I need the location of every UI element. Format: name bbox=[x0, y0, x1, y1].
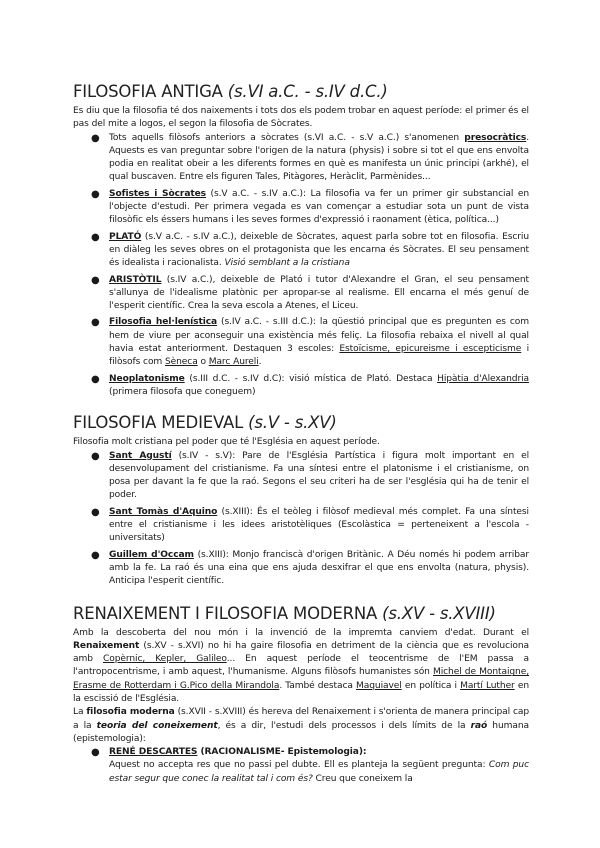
moderna-list bbox=[73, 746, 529, 786]
bullet-icon: ● bbox=[91, 132, 100, 144]
list-item-sofistes: ● Sofistes i Sòcrates (s.V a.C. - s.IV a.C.): La filosofia va fer un primer gir substancial en l'objecte d'estudi. Per primera vegada es van començar a estudiar sota un punt de vista filosòfic els éssers humans i les seves formes d'expressió i raonament (ètica, política...) bbox=[91, 188, 529, 226]
bullet-icon: ● bbox=[91, 450, 100, 462]
section-title-medieval: FILOSOFIA MEDIEVAL (s.V - s.XV) bbox=[73, 413, 337, 433]
list-item-sant-agusti: ● Sant Agustí (s.IV - s.V): Pare de l'Església Partística i figura molt important en el desenvolupament del cristianisme. Fa una síntesi entre el platonisme i el cristianisme, on posa per davant la fe que la raó. Segons el seu criteri ha de ser l'església qui ha de tenir el poder. bbox=[91, 450, 529, 501]
list-item-descartes: ● RENÉ DESCARTES (RACIONALISME- Epistemologia): Aquest no accepta res que no passi pel dubte. Ell es planteja la següent pregunta: Com puc estar segur que conec la realitat tal i com és? Creu que coneixem la bbox=[91, 747, 530, 784]
section-title-antiga: FILOSOFIA ANTIGA (s.VI a.C. - s.IV d.C.) bbox=[73, 82, 388, 101]
link-hipatia[interactable]: Hipàtia d'Alexandria bbox=[437, 373, 529, 384]
list-item-sant-tomas: ● Sant Tomàs d'Aquino (s.XIII): És el teòleg i filòsof medieval més complet. Fa una síntesi entre el cristianisme i les idees aristotèliques (Escolàstica = perteneixent a l'escola - universitats) bbox=[91, 506, 529, 544]
link-seneca[interactable]: Sèneca bbox=[164, 357, 198, 368]
bullet-icon: ● bbox=[91, 317, 100, 329]
link-cientifics[interactable]: Copèrnic, Kepler, Galileo bbox=[103, 654, 227, 665]
bullet-icon: ● bbox=[91, 231, 100, 243]
list-item-plato: ● PLATÓ (s.V a.C. - s.IV a.C.), deixeble de Sòcrates, aquest parla sobre tot en filosofia. Escriu en diàleg les seves obres on el protagonista que les encarna és Sòcrates. El seu pensament és idealista i racionalista. Visió semblant a la cristiana bbox=[91, 231, 529, 269]
list-item-presocratics: ● Tots aquells filòsofs anteriors a sòcrates (s.VI a.C. - s.V a.C.) s'anomenen presocràtics. Aquests es van preguntar sobre l'origen de la natura (physis) i sobre si tot el que ens envolta podia en realitat obeir a les diferents formes en què es manifesta un únic principi (arkhé), el qual buscaven. Entre els figuren Tales, Pitàgores, Heràclit, Parmènides... bbox=[91, 132, 529, 183]
medieval-intro: Filosofia molt cristiana pel poder que té l'Església en aquest període. bbox=[73, 437, 380, 448]
link-escoles[interactable]: Estoïcisme, epicureisme i escepticisme bbox=[339, 344, 522, 355]
link-humanistes[interactable]: Michel de Montaigne, Erasme de Rotterdam i G.Pico della Mirandola bbox=[73, 667, 529, 691]
list-item-hellenistica: ● Filosofia hel·lenística (s.IV a.C. - s.III d.C.): la qüestió principal que es pregunten es com hem de viure per aconseguir una existència més feliç. La filosofia rebaixa el nivell al qual havia estat anteriorment. Destaquen 3 escoles: Estoïcisme, epicureisme i escepticisme i filòsofs com Sèneca o Marc Aureli. bbox=[91, 317, 530, 368]
list-item-aristotil: ● ARISTÒTIL (s.IV a.C.), deixeble de Plató i tutor d'Alexandre el Gran, el seu pensament s'allunya de l'idealisme platònic per apropar-se al realisme. Ell encarna el més genuí de l'esperit científic. Crea la seva escola a Atenes, el Liceu. bbox=[91, 274, 529, 312]
bullet-icon: ● bbox=[91, 274, 100, 286]
filosofia-moderna-paragraph: La filosofia moderna (s.XVII - s.XVIII) és hereva del Renaixement i s'orienta de manera principal cap a la teoria del coneixement, és a dir, l'estudi dels processos i dels límits de la raó humana (epistemologia): bbox=[73, 707, 530, 744]
section-title-renaixement: RENAIXEMENT I FILOSOFIA MODERNA (s.XV - s.XVIII) bbox=[73, 603, 496, 623]
link-maquiavel[interactable]: Maquiavel bbox=[356, 680, 402, 691]
antiga-intro: Es diu que la filosofia té dos naixements i tots dos els podem trobar en aquest període: el primer és el pas del mite a logos, el segon la filosofia de Sòcrates. bbox=[73, 106, 529, 130]
link-marti-luther[interactable]: Martí Luther bbox=[460, 680, 515, 691]
list-item-neoplatonisme: ● Neoplatonisme (s.III d.C. - s.IV d.C): visió mística de Plató. Destaca Hipàtia d'Alexandria (primera filosofa que coneguem) bbox=[91, 373, 529, 397]
renaixement-paragraph: Amb la descoberta del nou món i la invenció de la impremta canviem d'edat. Durant el Renaixement (s.XV - s.XVI) no hi ha gaire filosofia en detriment de la ciència que es revoluciona amb Copèrnic, Kepler, Galileo... En aquest període el teocentrisme de l'EM passa a l'antropocentrisme, i amb aquest, l'humanisme. Alguns filòsofs humanistes són Michel de Montaigne, Erasme de Rotterdam i G.Pico della Mirandola. També destaca Maquiavel en política i Martí Luther en la escissió de l'Església. bbox=[73, 627, 529, 704]
link-marc-aureli[interactable]: Marc Aureli bbox=[208, 357, 259, 368]
list-item-guillem-occam: ● Guillem d'Occam (s.XIII): Monjo franciscà d'origen Britànic. A Déu només hi podem arribar amb la fe. La raó és una eina que ens ajuda desxifrar el que ens envolta (natura, physis). Anticipa l'esperit científic. bbox=[91, 549, 529, 587]
bullet-icon: ● bbox=[91, 549, 100, 561]
bullet-icon: ● bbox=[91, 188, 100, 200]
antiga-list bbox=[73, 132, 529, 400]
bullet-icon: ● bbox=[91, 747, 100, 759]
bullet-icon: ● bbox=[91, 373, 100, 385]
medieval-list bbox=[73, 450, 529, 589]
bullet-icon: ● bbox=[91, 506, 100, 518]
